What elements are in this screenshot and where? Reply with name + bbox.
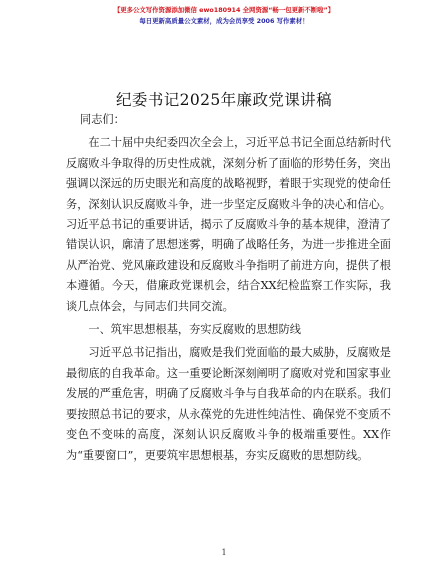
- paragraph-intro: 在二十届中央纪委四次全会上，习近平总书记全面总结新时代反腐败斗争取得的历史性成就，深刻分析了面临的形势任务，突出强调以深远的历史眼光和高度的战略视野，着眼于实现党的使命任务，深刻认识反腐败斗争，进一步坚定反腐败斗争的决心和信心。习近平总书记的重要讲话，揭示了反腐败斗争的基本规律，澄清了错误认识，廓清了思想迷雾，明确了战略任务，为进一步推进全面从严治党、党风廉政建设和反腐败斗争指明了前进方向，提供了根本遵循。今天，借廉政党课机会，结合XX纪检监察工作实际，我谈几点体会，与同志们共同交流。: [66, 136, 391, 313]
- page-number: 1: [221, 548, 227, 557]
- section-heading-1: 一、筑牢思想根基，夯实反腐败的思想防线: [88, 323, 301, 337]
- promo-banner-line-2: 每日更新高质量公文素材，成为会员享受 2006 写作素材！: [139, 17, 309, 25]
- document-title: 纪委书记2025年廉政党课讲稿: [116, 91, 332, 109]
- paragraph-section-1: 习近平总书记指出，腐败是我们党面临的最大威胁，反腐败是最彻底的自我革命。这一重要论断深刻阐明了腐败对党和国家事业发展的严重危害，明确了反腐败斗争与自我革命的内在联系。我们要按照总书记的要求，从永葆党的先进性纯洁性、确保党不变质不变色不变味的高度，深刻认识反腐败斗争的极端重要性。XX作为“重要窗口”，更要筑牢思想根基，夯实反腐败的思想防线。: [66, 346, 391, 462]
- greeting: 同志们：: [80, 113, 125, 126]
- promo-banner-line-1: 【更多公文写作资源添加微信 ewo180914 全网资源“畅一包更新不断啦”】: [113, 6, 335, 14]
- document-body: [66, 102, 391, 466]
